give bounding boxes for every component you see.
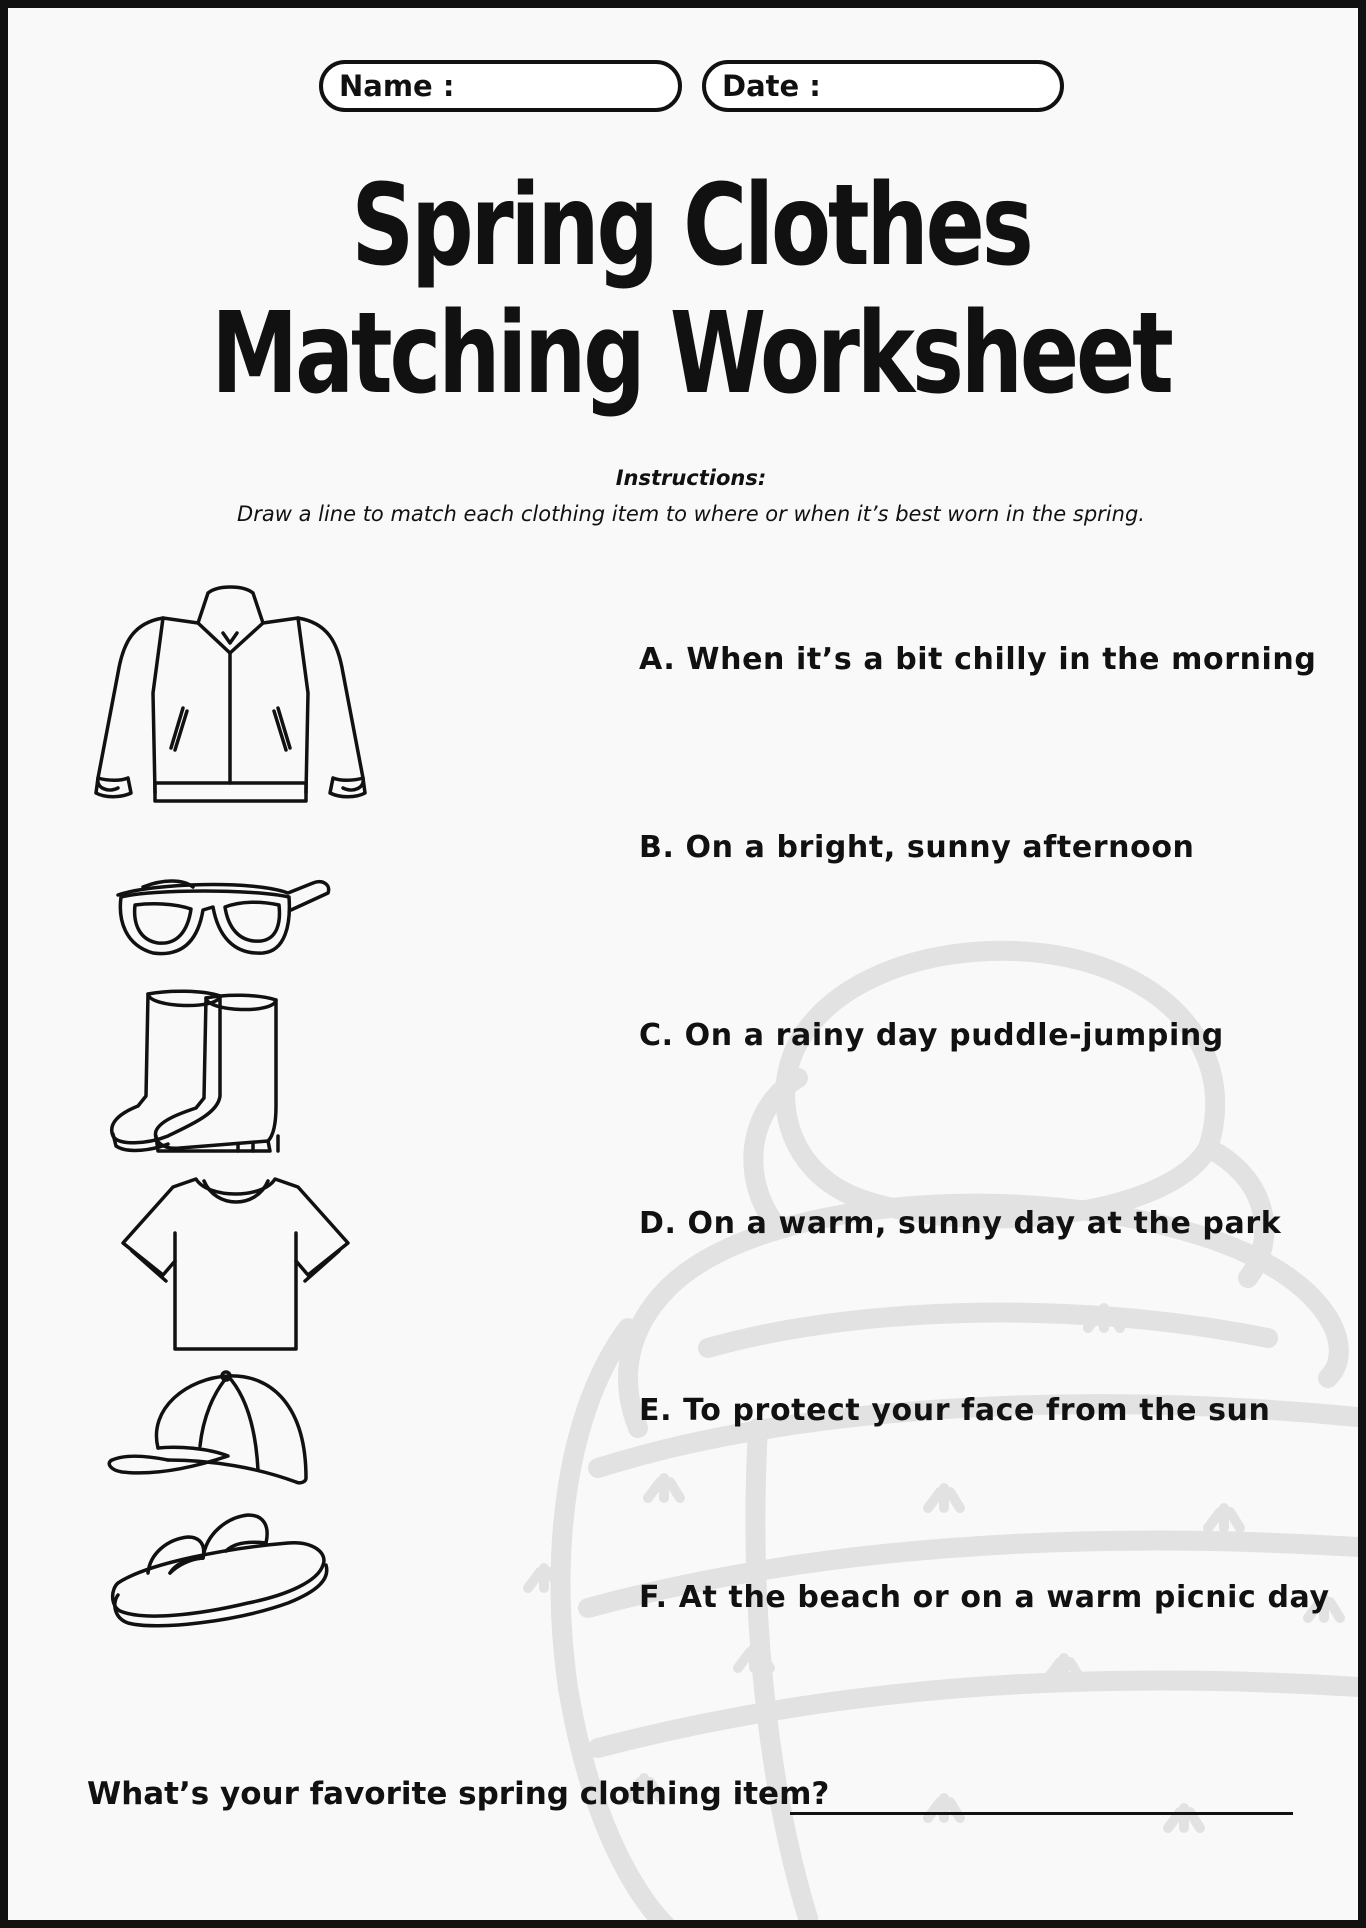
page-title-line-1: Spring Clothes — [351, 161, 1031, 291]
date-field[interactable] — [702, 60, 1064, 112]
favorite-item-question: What’s your favorite spring clothing item? — [87, 1776, 830, 1812]
sandal-icon — [108, 1503, 333, 1633]
instructions-text: Draw a line to match each clothing item to where or when it’s best worn in the spring. — [237, 502, 1145, 526]
rain-boots-icon — [108, 986, 293, 1161]
date-label: Date : — [722, 69, 821, 103]
jacket-icon — [93, 583, 368, 828]
option-e: E. To protect your face from the sun — [639, 1393, 1271, 1428]
option-d: D. On a warm, sunny day at the park — [639, 1206, 1282, 1241]
page-title-line-2: Matching Worksheet — [211, 289, 1171, 419]
t-shirt-icon — [118, 1173, 353, 1353]
sunglasses-icon — [113, 865, 333, 965]
baseball-cap-icon — [108, 1368, 313, 1493]
answer-line[interactable] — [790, 1812, 1293, 1815]
name-label: Name : — [339, 69, 455, 103]
option-f: F. At the beach or on a warm picnic day — [639, 1580, 1330, 1615]
option-c: C. On a rainy day puddle-jumping — [639, 1018, 1224, 1053]
name-field[interactable] — [319, 60, 682, 112]
clothing-items-column — [93, 583, 383, 1633]
option-a: A. When it’s a bit chilly in the morning — [639, 642, 1317, 677]
option-b: B. On a bright, sunny afternoon — [639, 830, 1195, 865]
instructions-heading: Instructions: — [615, 466, 767, 490]
